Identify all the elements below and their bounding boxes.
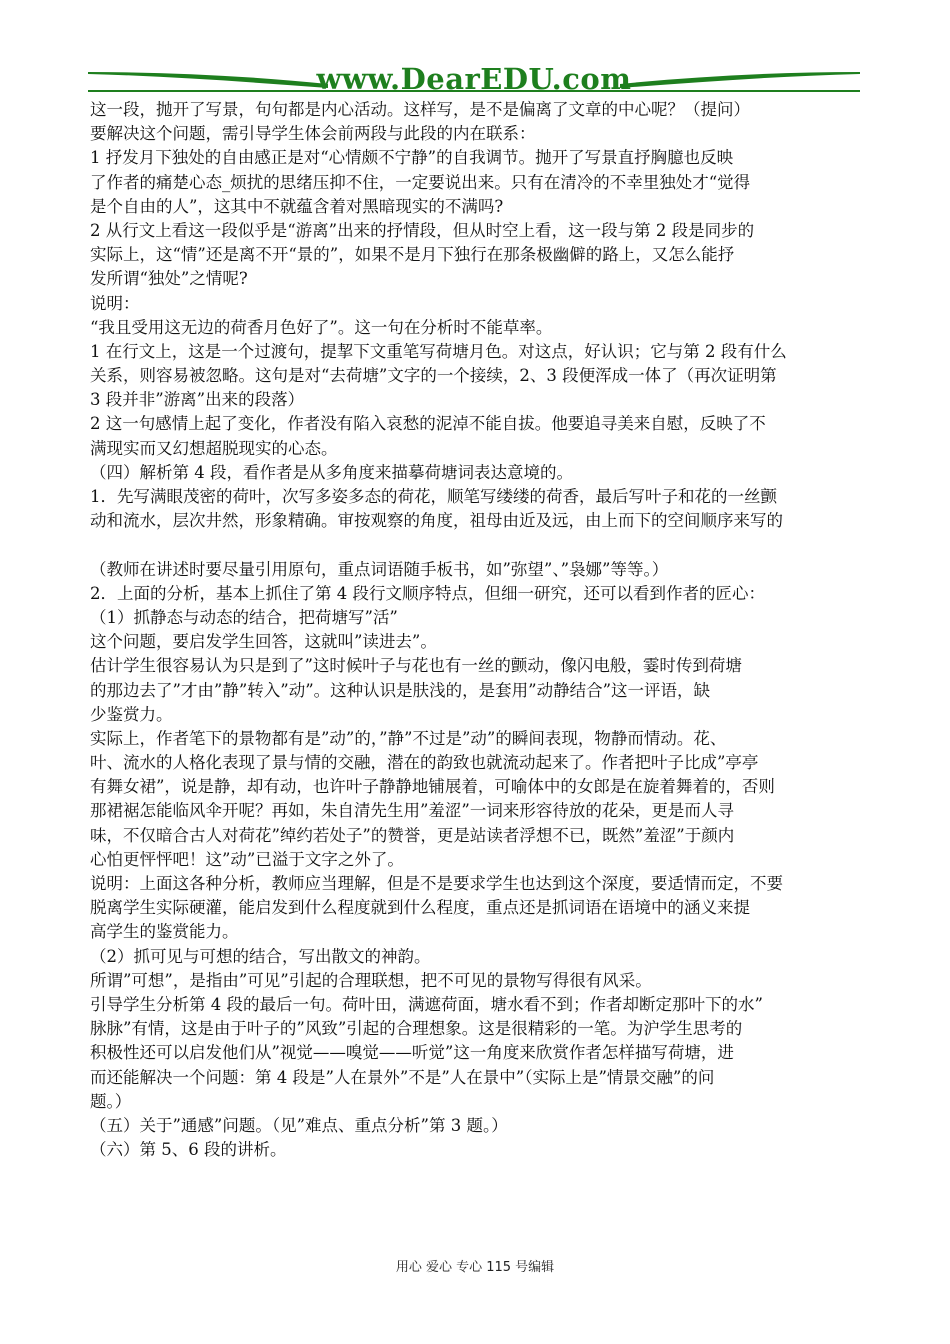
- text-line: 脱离学生实际硬灌，能启发到什么程度就到什么程度，重点还是抓词语在语境中的涵义来提: [90, 898, 750, 918]
- text-line: “我且受用这无边的荷香月色好了”。这一句在分析时不能草率。: [90, 317, 553, 337]
- text-line: 动和流水，层次井然，形象精确。审按观察的角度，祖母由近及远，由上而下的空间顺序来写的: [90, 511, 783, 531]
- text-line: 关系，则容易被忽略。这句是对“去荷塘”文字的一个接续，2、3 段便浑成一体了（再次证明第: [90, 366, 777, 386]
- text-line: 2 从行文上看这一段似乎是“游离”出来的抒情段，但从时空上看，这一段与第 2 段是同步的: [90, 220, 755, 240]
- text-line: 发所谓“独处”之情呢?: [90, 269, 248, 289]
- site-logo: www.DearEDU.com: [316, 62, 632, 96]
- blank-line: [90, 533, 862, 557]
- text-line: 那裙裾怎能临风伞开呢？再如，朱自清先生用”羞涩”一词来形容待放的花朵，更是而人寻: [90, 801, 734, 821]
- document-body: [90, 98, 862, 1162]
- text-line: 说明：上面这各种分析，教师应当理解，但是不是要求学生也达到这个深度，要适情而定，不要: [90, 874, 783, 893]
- text-line: 有舞女裙”，说是静，却有动，也许叶子静静地铺展着，可喻体中的女郎是在旋着舞着的，否则: [90, 777, 775, 797]
- text-line: （2）抓可见与可想的结合，写出散文的神韵。: [90, 946, 431, 966]
- text-line: 2．上面的分析，基本上抓住了第 4 段行文顺序特点，但细一研究，还可以看到作者的匠心：: [90, 583, 765, 603]
- text-line: 所谓”可想”，是指由”可见”引起的合理联想，把不可见的景物写得很有风采。: [90, 970, 652, 990]
- text-line: 1 抒发月下独处的自由感正是对“心情颇不宁静”的自我调节。抛开了写景直抒胸臆也反映: [90, 148, 734, 168]
- text-line: （六）第 5、6 段的讲析。: [90, 1140, 287, 1160]
- text-line: 题。）: [90, 1091, 132, 1111]
- page-footer: 用心 爱心 专心 115 号编辑: [395, 1260, 555, 1275]
- text-line: 积极性还可以启发他们从”视觉——嗅觉——听觉”这一角度来欣赏作者怎样描写荷塘，进: [90, 1043, 734, 1063]
- text-line: （教师在讲述时要尽量引用原句，重点词语随手板书，如”弥望”、”袅娜”等等。）: [90, 559, 669, 579]
- text-line: （五）关于”通感”问题。（见”难点、重点分析”第 3 题。）: [90, 1115, 508, 1135]
- text-line: （四）解析第 4 段，看作者是从多角度来描摹荷塘词表达意境的。: [90, 462, 573, 482]
- text-line: 这个问题，要启发学生回答，这就叫”读进去”。: [90, 632, 437, 652]
- text-line: 实际上，这“情”还是离不开“景的”，如果不是月下独行在那条极幽僻的路上，又怎么能抒: [90, 245, 735, 265]
- text-line: 2 这一句感情上起了变化，作者没有陷入哀愁的泥淖不能自拔。他要追寻美来自慰，反映了不: [90, 414, 766, 434]
- text-line: 心怕更怦怦吧！这”动”已溢于文字之外了。: [90, 849, 404, 869]
- text-line: 3 段并非”游离”出来的段落）: [90, 390, 305, 410]
- text-line: 1 在行文上，这是一个过渡句，提挈下文重笔写荷塘月色。对这点，好认识；它与第 2 段有什么: [90, 341, 787, 361]
- text-line: 是个自由的人”，这其中不就蕴含着对黑暗现实的不满吗?: [90, 196, 504, 216]
- text-line: 味，不仅暗合古人对荷花”绰约若处子”的赞誉，更是站读者浮想不已，既然”羞涩”于颜内: [90, 825, 735, 845]
- text-line: 少鉴赏力。: [90, 704, 173, 724]
- text-line: 叶、流水的人格化表现了景与情的交融，潜在的韵致也就流动起来了。作者把叶子比成”亭亭: [90, 753, 759, 773]
- text-line: 脉脉”有情，这是由于叶子的”风致”引起的合理想象。这是很精彩的一笔。为沪学生思考的: [90, 1019, 743, 1039]
- text-line: 而还能解决一个问题：第 4 段是”人在景外”不是”人在景中”（实际上是”情景交融”的问: [90, 1067, 715, 1087]
- text-line: 估计学生很容易认为只是到了”这时候叶子与花也有一丝的颤动，像闪电般，霎时传到荷塘: [90, 656, 742, 676]
- text-line: 这一段，抛开了写景，句句都是内心活动。这样写，是不是偏离了文章的中心呢？（提问）: [90, 100, 750, 119]
- text-line: 满现实而又幻想超脱现实的心态。: [90, 438, 338, 458]
- text-line: 1．先写满眼茂密的荷叶，次写多姿多态的荷花，顺笔写缕缕的荷香，最后写叶子和花的一丝颤: [90, 487, 777, 506]
- page-header: [88, 58, 860, 102]
- text-line: 了作者的痛楚心态_烦扰的思绪压抑不住，一定要说出来。只有在清冷的不幸里独处才“觉得: [90, 172, 751, 192]
- text-line: 高学生的鉴赏能力。: [90, 922, 239, 942]
- text-line: 实际上，作者笔下的景物都有是”动”的，”静”不过是”动”的瞬间表现，物静而情动。花、: [90, 728, 727, 748]
- text-line: 要解决这个问题，需引导学生体会前两段与此段的内在联系：: [90, 124, 536, 144]
- text-line: 引导学生分析第 4 段的最后一句。荷叶田，满遮荷面，塘水看不到；作者却断定那叶下的水”: [90, 994, 763, 1014]
- text-line: （1）抓静态与动态的结合，把荷塘写”活”: [90, 607, 398, 627]
- text-line: 说明：: [90, 293, 140, 313]
- text-line: 的那边去了”才由”静”转入”动”。这种认识是肤浅的，是套用”动静结合”这一评语，缺: [90, 680, 711, 700]
